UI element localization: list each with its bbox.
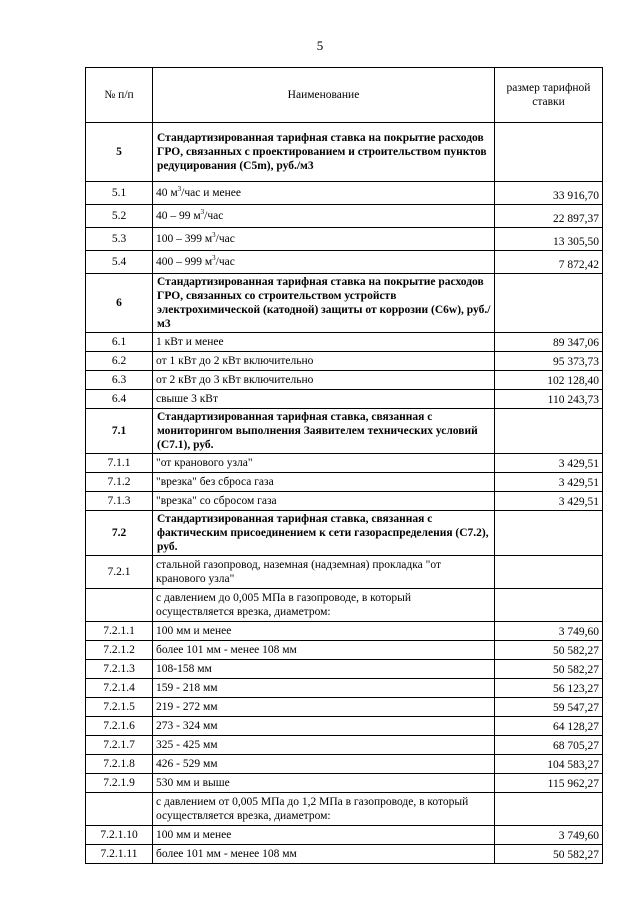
row-num: 7.2.1.2 — [86, 641, 153, 660]
table-row-section — [86, 511, 603, 556]
row-name: Стандартизированная тарифная ставка, связанная с мониторингом выполнения Заявителем технических условий (С7.1), руб. — [153, 409, 495, 454]
row-value: 3 749,60 — [495, 826, 603, 845]
row-num: 7.2.1 — [86, 556, 153, 589]
table-row — [86, 717, 603, 736]
row-name: 530 мм и выше — [153, 774, 495, 793]
row-name: более 101 мм - менее 108 мм — [153, 845, 495, 864]
row-name: 273 - 324 мм — [153, 717, 495, 736]
row-name: 100 мм и менее — [153, 826, 495, 845]
row-value — [495, 511, 603, 556]
header-name: Наименование — [153, 68, 495, 123]
row-name: 100 – 399 $м^3$/час — [153, 228, 495, 251]
table-row — [86, 736, 603, 755]
table-row — [86, 556, 603, 589]
table-row — [86, 826, 603, 845]
row-name: 40 – 99 $м^3$/час — [153, 205, 495, 228]
row-value: 89 347,06 — [495, 333, 603, 352]
row-num: 5.4 — [86, 251, 153, 274]
row-num: 5 — [86, 123, 153, 182]
row-num: 6.2 — [86, 352, 153, 371]
row-value: 59 547,27 — [495, 698, 603, 717]
row-name: 100 мм и менее — [153, 622, 495, 641]
row-value: 13 305,50 — [495, 228, 603, 251]
row-num: 7.2 — [86, 511, 153, 556]
row-num: 7.2.1.3 — [86, 660, 153, 679]
row-value — [495, 556, 603, 589]
row-value — [495, 274, 603, 333]
row-value: 95 373,73 — [495, 352, 603, 371]
row-num: 7.1.1 — [86, 454, 153, 473]
row-name: Стандартизированная тарифная ставка на покрытие расходов ГРО, связанных с проектированием и строительством пунктов редуцирования (С5m), руб./м3 — [153, 123, 495, 182]
row-value — [495, 409, 603, 454]
row-value: 104 583,27 — [495, 755, 603, 774]
row-num: 7.2.1.1 — [86, 622, 153, 641]
row-name: с давлением от 0,005 МПа до 1,2 МПа в газопроводе, в который осуществляется врезка, диаметром: — [153, 793, 495, 826]
table-row — [86, 622, 603, 641]
row-value: 3 429,51 — [495, 454, 603, 473]
row-num: 7.2.1.9 — [86, 774, 153, 793]
row-num — [86, 589, 153, 622]
table-row — [86, 755, 603, 774]
row-num: 6.4 — [86, 390, 153, 409]
table-row — [86, 205, 603, 228]
row-value: 3 429,51 — [495, 492, 603, 511]
table-row — [86, 228, 603, 251]
row-num: 6 — [86, 274, 153, 333]
table-row-subheading — [86, 589, 603, 622]
row-value: 56 123,27 — [495, 679, 603, 698]
row-name: Стандартизированная тарифная ставка, связанная с фактическим присоединением к сети газораспределения (С7.2), руб. — [153, 511, 495, 556]
row-name: 108-158 мм — [153, 660, 495, 679]
table-row-section — [86, 274, 603, 333]
row-name: 426 - 529 мм — [153, 755, 495, 774]
row-num: 6.1 — [86, 333, 153, 352]
table-row — [86, 371, 603, 390]
row-name: "врезка" со сбросом газа — [153, 492, 495, 511]
header-rate: размер тарифной ставки — [495, 68, 603, 123]
row-num: 5.1 — [86, 182, 153, 205]
row-value — [495, 589, 603, 622]
row-value: 102 128,40 — [495, 371, 603, 390]
row-name: Стандартизированная тарифная ставка на покрытие расходов ГРО, связанных со строительством устройств электрохимической (катодной) защиты от коррозии (С6w), руб./м3 — [153, 274, 495, 333]
table-row — [86, 251, 603, 274]
table-header-row — [86, 68, 603, 123]
row-name: с давлением до 0,005 МПа в газопроводе, в который осуществляется врезка, диаметром: — [153, 589, 495, 622]
row-num: 7.1.3 — [86, 492, 153, 511]
row-num: 5.3 — [86, 228, 153, 251]
row-num: 7.1.2 — [86, 473, 153, 492]
row-num: 7.2.1.11 — [86, 845, 153, 864]
row-value: 7 872,42 — [495, 251, 603, 274]
row-num: 7.2.1.7 — [86, 736, 153, 755]
row-name: от 2 кВт до 3 кВт включительно — [153, 371, 495, 390]
row-value: 64 128,27 — [495, 717, 603, 736]
row-num: 6.3 — [86, 371, 153, 390]
header-num: № п/п — [86, 68, 153, 123]
table-row-section — [86, 123, 603, 182]
row-value: 68 705,27 — [495, 736, 603, 755]
row-name: 159 - 218 мм — [153, 679, 495, 698]
table-row-section — [86, 409, 603, 454]
row-name: "от кранового узла" — [153, 454, 495, 473]
row-value: 3 749,60 — [495, 622, 603, 641]
row-value: 33 916,70 — [495, 182, 603, 205]
table-row — [86, 352, 603, 371]
row-value: 115 962,27 — [495, 774, 603, 793]
row-num: 7.2.1.5 — [86, 698, 153, 717]
table-row — [86, 492, 603, 511]
row-name: 219 - 272 мм — [153, 698, 495, 717]
row-value: 110 243,73 — [495, 390, 603, 409]
row-num: 7.2.1.10 — [86, 826, 153, 845]
row-num — [86, 793, 153, 826]
table-row — [86, 660, 603, 679]
table-row — [86, 698, 603, 717]
row-value — [495, 793, 603, 826]
table-row — [86, 182, 603, 205]
row-value: 50 582,27 — [495, 641, 603, 660]
row-name: 40 $м^3$/час и менее — [153, 182, 495, 205]
row-num: 7.2.1.4 — [86, 679, 153, 698]
row-num: 7.2.1.6 — [86, 717, 153, 736]
table-row — [86, 774, 603, 793]
table-row — [86, 454, 603, 473]
row-name: 400 – 999 $м^3$/час — [153, 251, 495, 274]
row-name: "врезка" без сброса газа — [153, 473, 495, 492]
row-value: 50 582,27 — [495, 845, 603, 864]
tariff-table — [85, 67, 603, 864]
table-row — [86, 333, 603, 352]
row-name: 325 - 425 мм — [153, 736, 495, 755]
table-row — [86, 390, 603, 409]
row-value: 3 429,51 — [495, 473, 603, 492]
row-value: 50 582,27 — [495, 660, 603, 679]
row-value: 22 897,37 — [495, 205, 603, 228]
row-name: более 101 мм - менее 108 мм — [153, 641, 495, 660]
row-num: 7.2.1.8 — [86, 755, 153, 774]
table-row — [86, 679, 603, 698]
row-value — [495, 123, 603, 182]
row-num: 5.2 — [86, 205, 153, 228]
row-name: свыше 3 кВт — [153, 390, 495, 409]
table-row — [86, 845, 603, 864]
page-number: 5 — [316, 38, 324, 53]
row-name: от 1 кВт до 2 кВт включительно — [153, 352, 495, 371]
row-num: 7.1 — [86, 409, 153, 454]
row-name: стальной газопровод, наземная (надземная) прокладка "от кранового узла" — [153, 556, 495, 589]
table-row — [86, 641, 603, 660]
table-row-subheading — [86, 793, 603, 826]
table-row — [86, 473, 603, 492]
row-name: 1 кВт и менее — [153, 333, 495, 352]
